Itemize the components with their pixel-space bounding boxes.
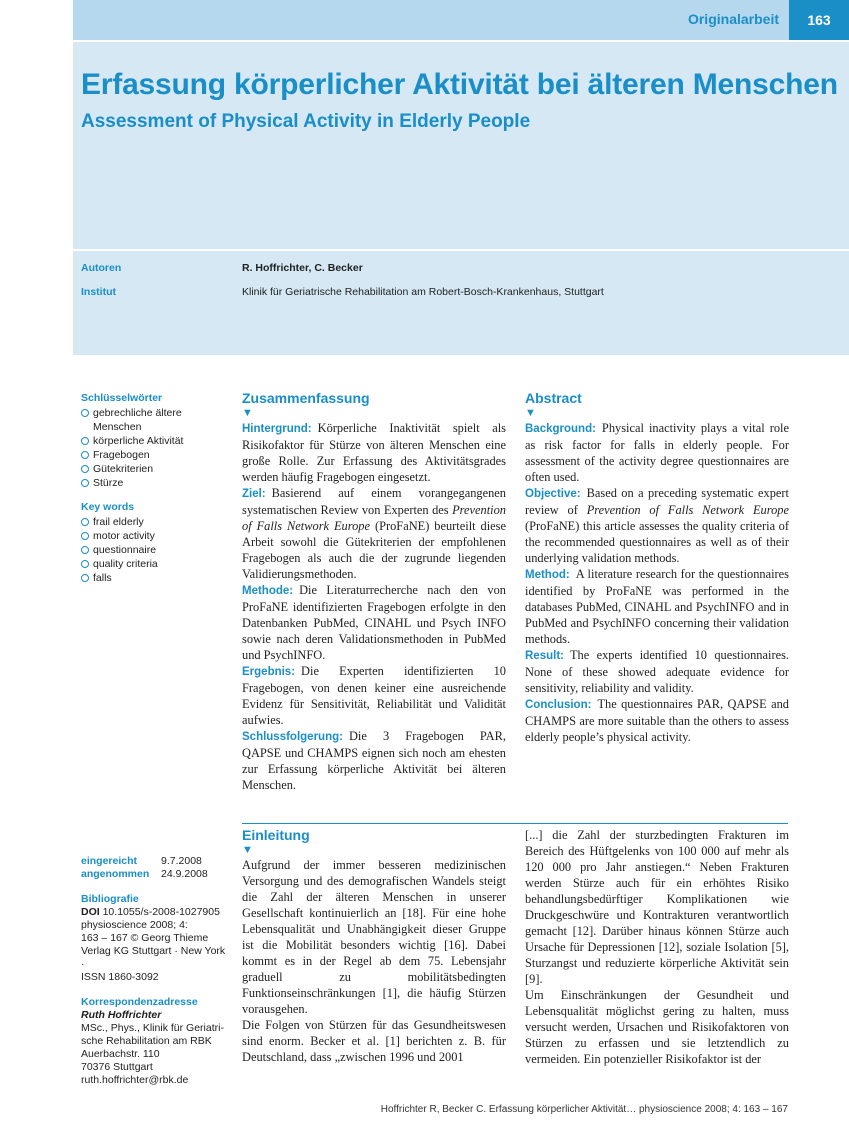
section-text: The experts identified 10 questionnaires. None of these showed adequate evidence for sensitivity, reliability and validity.: [525, 648, 789, 695]
top-bar-divider: [73, 40, 849, 42]
authors-label: Autoren: [81, 262, 122, 274]
section-text: Die Literaturrecherche nach den von ProFaNE identifizierten Fragebogen erfolgte in den Datenbanken PubMed, CINAHL und Psych INFO sowie nach deren Validationsmethoden in PubMed und PsychINFO.: [242, 583, 506, 662]
received-label: eingereicht: [81, 855, 138, 867]
section-text: (ProFaNE) beurteilt diese Arbeit sowohl die Gütekriterien der empfohlenen Fragebogen als auch die der zugrunde liegenden Validierungsmethoden.: [242, 519, 506, 581]
intro-paragraph: Aufgrund der immer besseren medizinischen Versorgung und des demografischen Wandels steigt die Zahl der älteren Menschen in unserer Gesellschaft kontinuierlich an [18]. Für eine hohe Lebensqualität und Unabhängigkeit dieser Gruppe ist die Mobilität besonders wichtig [16]. Dabei kommt es in der Regel ab dem 75. Lebensjahr graduell zu mobilitätsbedingten Funktionseinschränkungen [1], die häufig Stürzen vorausgehen.: [242, 858, 506, 1016]
keyword-de-item: Fragebogen: [81, 448, 231, 462]
abstract-en-section: [525, 696, 789, 745]
bibliography-line: ISSN 1860-3092: [81, 971, 159, 983]
section-label: Method:: [525, 569, 570, 581]
correspondence-line: MSc., Phys., Klinik für Geriatri-: [81, 1022, 224, 1034]
section-label: Hintergrund:: [242, 423, 312, 435]
section-text-italic: Prevention of Falls Network Europe: [242, 503, 506, 533]
bibliography-heading: Bibliografie: [81, 893, 139, 905]
keywords-sidebar: [81, 391, 231, 585]
section-text-italic: Prevention of Falls Network Europe: [586, 503, 789, 517]
header-divider: [73, 249, 849, 251]
doi-label: DOI: [81, 906, 100, 918]
doi-value[interactable]: 10.1055/s-2008-1027905: [102, 906, 220, 918]
section-label: Background:: [525, 423, 596, 435]
intro-paragraph: [...] die Zahl der sturzbedingten Frakturen im Bereich des Hüftgelenks von 100 000 auf mehr als 120 000 pro Jahr anstiegen.“ Neben Frakturen werden Stürze auch für ein erhöhtes Risiko behandlungsbedürftiger Komplikationen wie Druckgeschwüre und Kontrakturen verantwortlich gemacht [12]. Darüber hinaus können Stürze auch Ursache für Depressionen [12], soziale Isolation [5], Sturzangst und reduzierte körperliche Aktivität sein [9].: [525, 828, 789, 986]
section-label: Objective:: [525, 488, 581, 500]
section-label: Originalarbeit: [687, 11, 779, 27]
keyword-de-item: Gütekriterien: [81, 462, 231, 476]
abstract-en-section: [525, 566, 789, 647]
intro-paragraph: Um Einschränkungen der Gesundheit und Lebensqualität möglichst gering zu halten, muss versucht werden, Ursachen und Risikofaktoren von Stürzen zu erfassen und sie letztendlich zu vermeiden. Ein potenzieller Risikofaktor ist der: [525, 988, 789, 1066]
page-footer: Hoffrichter R, Becker C. Erfassung körperlicher Aktivität… physioscience 2008; 4: 163 – 167: [380, 1104, 788, 1115]
section-label: Conclusion:: [525, 699, 592, 711]
received-row: [81, 855, 231, 868]
triangle-down-icon: ▼: [525, 407, 536, 419]
keyword-en-item: quality criteria: [81, 557, 231, 571]
keywords-de-heading: Schlüsselwörter: [81, 392, 163, 404]
section-label: Ziel:: [242, 488, 266, 500]
bibliography-line: physioscience 2008; 4:: [81, 919, 188, 931]
abstract-en-section: [525, 647, 789, 696]
accepted-label: angenommen: [81, 868, 150, 880]
section-text: Die Experten identifizierten 10 Fragebogen, von denen keiner eine ausreichende Evidenz für Sensitivität, Reliabilität und Validität aufwies.: [242, 664, 506, 727]
intro-title: Einleitung: [242, 827, 310, 843]
correspondence-email[interactable]: ruth.hoffrichter@rbk.de: [81, 1074, 189, 1086]
triangle-down-icon: ▼: [242, 844, 253, 856]
header-band: [73, 0, 849, 355]
correspondence-heading: Korrespondenzadresse: [81, 996, 198, 1008]
institute-label: Institut: [81, 286, 116, 298]
correspondence-line: 70376 Stuttgart: [81, 1061, 153, 1073]
summary-de-section: [242, 728, 506, 793]
abstract-en: [525, 390, 789, 745]
summary-de-section: [242, 420, 506, 485]
keyword-en-item: frail elderly: [81, 515, 231, 529]
correspondence-line: sche Rehabilitation am RBK: [81, 1035, 212, 1047]
keyword-en-item: motor activity: [81, 529, 231, 543]
correspondence-name: Ruth Hoffrichter: [81, 1009, 162, 1021]
section-text: A literature research for the questionnaires identified by ProFaNE was performed in the databases PubMed, CINAHL and PsychINFO and in PubMed and PsychINFO concerning their validation methods.: [525, 567, 789, 646]
abstract-en-section: [525, 420, 789, 485]
section-label: Result:: [525, 650, 564, 662]
received-date: 9.7.2008: [161, 855, 202, 867]
section-text: Physical inactivity plays a vital role as risk factor for falls in elderly people. For assessment of the activity degree questionnaires are often used.: [525, 421, 789, 484]
bibliography-line: 163 – 167 © Georg Thieme: [81, 932, 209, 944]
section-text: Based on a preceding systematic expert review of: [525, 486, 789, 517]
keyword-de-item: Stürze: [81, 476, 231, 490]
keyword-en-item: falls: [81, 571, 231, 585]
section-text: Die 3 Fragebogen PAR, QAPSE und CHAMPS eignen sich noch am ehesten zur Erfassung körperliche Aktivität bei älteren Menschen.: [242, 729, 506, 792]
summary-de: [242, 390, 506, 793]
section-text: Körperliche Inaktivität spielt als Risikofaktor für Stürze von älteren Menschen eine große Rolle. Zur Erfassung des Aktivitätsgrades werden häufig Fragebogen eingesetzt.: [242, 421, 506, 484]
accepted-date: 24.9.2008: [161, 868, 208, 880]
keywords-en-heading: Key words: [81, 501, 135, 513]
section-label: Methode:: [242, 585, 294, 597]
keyword-de-item: gebrechliche ältere Menschen: [81, 406, 231, 434]
article-title-de: Erfassung körperlicher Aktivität bei älteren Menschen: [81, 68, 838, 101]
summary-de-section: [242, 582, 506, 663]
doi-row: [81, 906, 231, 919]
section-text: Basierend auf einem vorangegangenen systematischen Review von Experten des: [242, 486, 506, 517]
institute: Klinik für Geriatrische Rehabilitation am Robert-Bosch-Krankenhaus, Stuttgart: [242, 286, 604, 298]
keyword-de-item: körperliche Aktivität: [81, 434, 231, 448]
summary-de-title: Zusammenfassung: [242, 390, 370, 406]
article-info-sidebar: [81, 855, 231, 1087]
page-number: 163: [789, 0, 849, 40]
intro-col-2: [525, 827, 789, 1067]
keyword-en-item: questionnaire: [81, 543, 231, 557]
authors: R. Hoffrichter, C. Becker: [242, 262, 363, 274]
accepted-row: [81, 868, 231, 881]
bibliography-line: Verlag KG Stuttgart · New York ·: [81, 945, 226, 970]
triangle-down-icon: ▼: [242, 407, 253, 419]
section-label: Schlussfolgerung:: [242, 731, 343, 743]
article-title-en: Assessment of Physical Activity in Elderly People: [81, 111, 531, 132]
summary-de-section: [242, 663, 506, 728]
section-label: Ergebnis:: [242, 666, 296, 678]
abstract-en-title: Abstract: [525, 390, 582, 406]
correspondence-line: Auerbachstr. 110: [81, 1048, 160, 1060]
abstract-en-section: [525, 485, 789, 566]
section-divider: [242, 823, 788, 824]
intro-col-1: [242, 827, 506, 1065]
section-text: (ProFaNE) this article assesses the quality criteria of the recommended questionnaires as well as of their underlying validation methods.: [525, 519, 789, 565]
intro-paragraph: Die Folgen von Stürzen für das Gesundheitswesen sind enorm. Becker et al. [1] berichten z. B. für Deutschland, dass „zwischen 1996 und 2001: [242, 1018, 506, 1064]
section-text: The questionnaires PAR, QAPSE and CHAMPS are more suitable than the others to assess elderly people’s physical activity.: [525, 697, 789, 744]
summary-de-section: [242, 485, 506, 582]
